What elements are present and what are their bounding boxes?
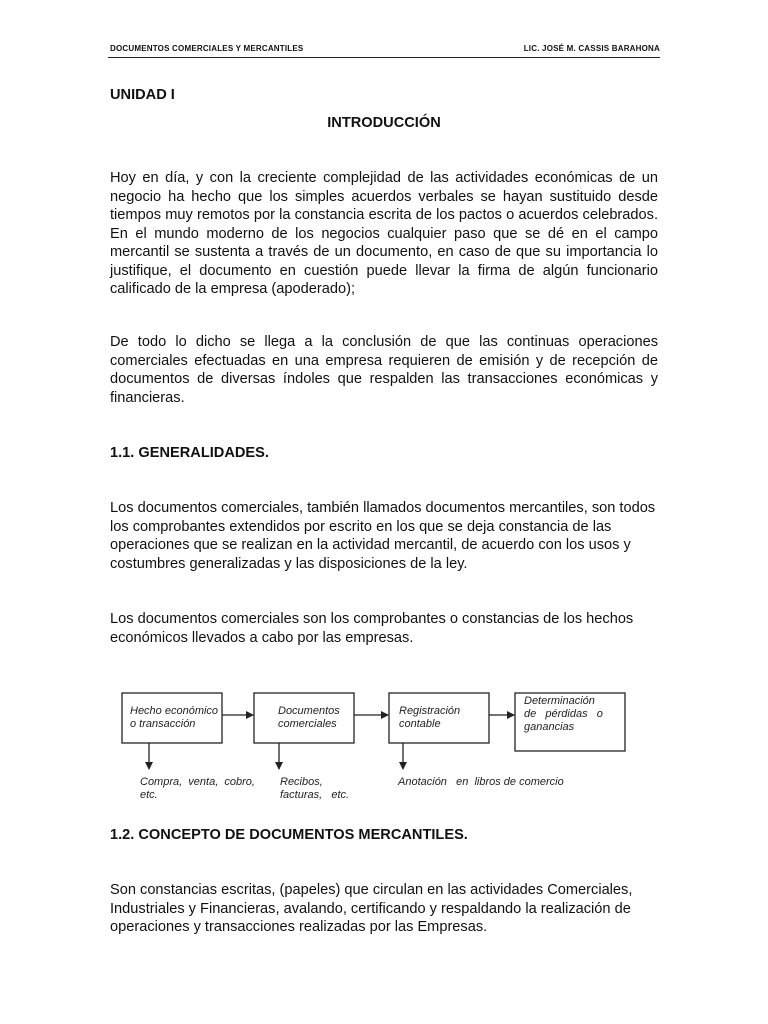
box-hecho-economico-label	[130, 705, 218, 731]
note-line: facturas, etc.	[280, 789, 350, 801]
header-rule	[108, 57, 660, 58]
box-registracion-label	[399, 705, 460, 731]
unit-title: UNIDAD I	[110, 87, 175, 103]
box-determinacion-label	[524, 695, 624, 734]
flow-diagram	[110, 683, 640, 808]
box-label-line: o transacción	[130, 718, 196, 730]
box-label-line: contable	[399, 718, 441, 730]
box-label-line: Determinación	[524, 695, 595, 707]
note-line: Recibos,	[280, 776, 323, 788]
note-line: Anotación en libros de comercio	[398, 776, 564, 788]
note-recibos-facturas	[280, 776, 349, 802]
intro-title: INTRODUCCIÓN	[327, 115, 441, 131]
section-heading-generalidades: 1.1. GENERALIDADES.	[110, 445, 269, 461]
box-label-line: Hecho económico	[130, 705, 219, 717]
note-compra-venta	[140, 776, 255, 802]
box-label-line: Documentos	[278, 705, 340, 717]
header-author: LIC. JOSÉ M. CASSIS BARAHONA	[523, 44, 660, 53]
paragraph-generalidades-1: Los documentos comerciales, también llamados documentos mercantiles, son todos los comprobantes extendidos por escrito en los que se deja constancia de las operaciones que se realizan en la actividad mercantil, de acuerdo con los usos y costumbres generalizadas y las disposiciones de la ley.	[110, 500, 656, 572]
page-header	[108, 40, 660, 56]
paragraph-generalidades-2: Los documentos comerciales son los comprobantes o constancias de los hechos económicos llevados a cabo por las empresas.	[110, 611, 634, 646]
paragraph-intro-2: De todo lo dicho se llega a la conclusión de que las continuas operaciones comerciales efectuadas en una empresa requieren de emisión y de recepción de documentos de diversas índoles que respalden las transacciones económicas y financieras.	[110, 334, 658, 406]
box-label-line: ganancias	[524, 721, 575, 733]
box-documentos-label	[278, 705, 340, 731]
paragraph-concepto: Son constancias escritas, (papeles) que circulan en las actividades Comerciales, Industriales y Financieras, avalando, certificando y respaldando la realización de operaciones y transacciones realizadas por las Empresas.	[110, 882, 633, 935]
box-label-line: de pérdidas o	[524, 708, 603, 720]
note-line: etc.	[140, 789, 158, 801]
header-document-title: DOCUMENTOS COMERCIALES Y MERCANTILES	[110, 44, 304, 53]
section-heading-concepto: 1.2. CONCEPTO DE DOCUMENTOS MERCANTILES.	[110, 827, 468, 843]
paragraph-intro-1: Hoy en día, y con la creciente complejidad de las actividades económicas de un negocio ha hecho que los simples acuerdos verbales se hayan sustituido desde tiempos muy remotos por la constancia escrita de los pactos o acuerdos celebrados. En el mundo moderno de los negocios cualquier paso que se dé en el campo mercantil se sustenta a través de un documento, en caso de que su importancia lo justifique, el documento en cuestión puede llevar la firma de algún funcionario calificado de la empresa (apoderado);	[110, 170, 658, 297]
note-anotacion-libros	[398, 776, 564, 789]
box-label-line: Registración	[399, 705, 461, 717]
box-label-line: comerciales	[278, 718, 337, 730]
note-line: Compra, venta, cobro,	[140, 776, 255, 788]
